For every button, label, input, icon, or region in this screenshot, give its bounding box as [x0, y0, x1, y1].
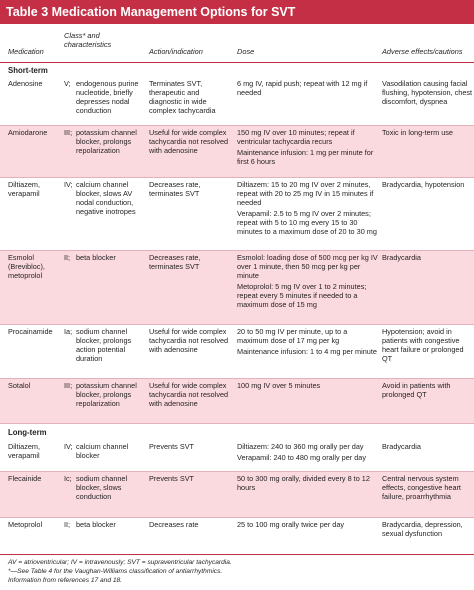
med-class	[64, 79, 146, 115]
class-desc: potassium channel blocker, prolongs repolarization	[76, 128, 137, 156]
footnote-abbreviations: AV = atrioventricular; IV = intravenously; SVT = supraventricular tachycardia.	[8, 559, 232, 566]
table-row	[0, 126, 474, 178]
dose-line: Maintenance infusion: 1 to 4 mg per minute	[237, 347, 377, 357]
class-code: IV;	[64, 442, 73, 451]
header-medication: Medication	[8, 47, 44, 56]
med-adverse: Bradycardia	[382, 253, 421, 262]
class-desc: beta blocker	[76, 253, 116, 262]
med-action: Prevents SVT	[149, 442, 195, 451]
med-action: Decreases rate, terminates SVT	[149, 180, 201, 199]
table-row	[0, 440, 474, 472]
dose-line: 50 to 300 mg orally, divided every 8 to 12 hours	[237, 474, 370, 493]
dose-line: 6 mg IV, rapid push; repeat with 12 mg if needed	[237, 79, 368, 98]
med-name: Procainamide	[8, 327, 53, 336]
med-action: Decreases rate	[149, 520, 199, 529]
med-dose	[237, 474, 379, 492]
med-action: Useful for wide complex tachycardia not resolved with adenosine	[149, 381, 229, 409]
class-desc: sodium channel blocker, prolongs action potential duration	[76, 327, 132, 364]
med-adverse: Bradycardia, depression, sexual dysfunction	[382, 520, 463, 539]
med-dose	[237, 327, 379, 356]
header-adverse: Adverse effects/cautions	[382, 47, 463, 56]
class-desc: endogenous purine nucleotide, briefly depresses nodal conduction	[76, 79, 139, 116]
med-name: Sotalol	[8, 381, 31, 390]
header-class: Class* and characteristics	[64, 31, 112, 49]
med-dose	[237, 253, 379, 310]
med-dose	[237, 79, 379, 97]
dose-line: 100 mg IV over 5 minutes	[237, 381, 321, 390]
med-dose	[237, 520, 379, 529]
dose-line: Verapamil: 2.5 to 5 mg IV over 2 minutes; repeat with 5 to 10 mg every 15 to 30 minutes to a maximum dose of 20 to 30 mg	[237, 209, 377, 237]
med-adverse: Bradycardia, hypotension	[382, 180, 465, 189]
class-code: II;	[64, 520, 71, 529]
med-adverse: Bradycardia	[382, 442, 421, 451]
med-action: Decreases rate, terminates SVT	[149, 253, 201, 272]
medication-table	[0, 24, 474, 551]
med-name: Diltiazem, verapamil	[8, 442, 41, 461]
class-code: V;	[64, 79, 71, 88]
med-action: Useful for wide complex tachycardia not resolved with adenosine	[149, 128, 229, 156]
med-action: Terminates SVT, therapeutic and diagnostic in wide complex tachycardia	[149, 79, 216, 116]
med-adverse: Vasodilation causing facial flushing, hypotension, chest discomfort, dyspnea	[382, 79, 473, 107]
footnote-references: Information from references 17 and 18.	[8, 577, 122, 584]
med-name: Flecainide	[8, 474, 42, 483]
med-name: Amiodarone	[8, 128, 48, 137]
med-name: Esmolol (Brevibloc), metoprolol	[8, 253, 45, 281]
med-adverse: Central nervous system effects, congestive heart failure, proarrhythmia	[382, 474, 461, 502]
med-dose	[237, 180, 379, 237]
class-desc: potassium channel blocker, prolongs repolarization	[76, 381, 137, 409]
class-code: IV;	[64, 180, 73, 189]
class-code: II;	[64, 253, 71, 262]
table-row	[0, 325, 474, 379]
table-row	[0, 472, 474, 518]
med-name: Diltiazem, verapamil	[8, 180, 41, 199]
table-row	[0, 251, 474, 325]
table-row	[0, 178, 474, 251]
table-row	[0, 77, 474, 126]
med-action: Prevents SVT	[149, 474, 195, 483]
med-dose	[237, 128, 379, 166]
med-class	[64, 327, 146, 363]
table-row	[0, 518, 474, 551]
dose-line: Verapamil: 240 to 480 mg orally per day	[237, 453, 366, 463]
dose-line: 25 to 100 mg orally twice per day	[237, 520, 345, 529]
med-dose	[237, 381, 379, 390]
class-desc: calcium channel blocker, slows AV nodal conduction, negative inotropes	[76, 180, 136, 217]
footnote-classification: *—See Table 4 for the Vaughan-Williams classification of antiarrhythmics.	[8, 568, 223, 575]
med-class	[64, 520, 146, 529]
med-adverse: Avoid in patients with prolonged QT	[382, 381, 451, 400]
class-code: Ic;	[64, 474, 72, 483]
med-class	[64, 474, 146, 501]
dose-line: Diltiazem: 15 to 20 mg IV over 2 minutes, repeat with 20 to 25 mg IV in 15 minutes if needed	[237, 180, 374, 208]
med-adverse: Hypotension; avoid in patients with congestive heart failure or prolonged QT	[382, 327, 464, 364]
med-name: Metoprolol	[8, 520, 43, 529]
dose-line: 20 to 50 mg IV per minute, up to a maximum dose of 17 mg per kg	[237, 327, 348, 346]
section-short-term: Short-term	[0, 63, 474, 77]
med-class	[64, 128, 146, 155]
class-desc: beta blocker	[76, 520, 116, 529]
table-title: Table 3 Medication Management Options for SVT	[0, 0, 474, 24]
table-row	[0, 379, 474, 424]
med-adverse: Toxic in long-term use	[382, 128, 453, 137]
dose-line: 150 mg IV over 10 minutes; repeat if ventricular tachycardia recurs	[237, 128, 355, 147]
class-code: Ia;	[64, 327, 73, 336]
header-dose: Dose	[237, 47, 255, 56]
class-code: III;	[64, 128, 73, 137]
table-header	[0, 24, 474, 63]
section-long-term: Long-term	[0, 424, 474, 440]
med-name: Adenosine	[8, 79, 43, 88]
table-bottom-rule	[0, 554, 474, 555]
med-class	[64, 253, 146, 262]
med-class	[64, 180, 146, 216]
med-class	[64, 381, 146, 408]
class-desc: sodium channel blocker, slows conduction	[76, 474, 128, 502]
dose-line: Metoprolol: 5 mg IV over 1 to 2 minutes; repeat every 5 minutes if needed to a maximum dose of 15 mg	[237, 282, 367, 310]
dose-line: Esmolol: loading dose of 500 mcg per kg IV over 1 minute, then 50 mcg per kg per minute	[237, 253, 378, 281]
med-class	[64, 442, 146, 460]
med-action: Useful for wide complex tachycardia not resolved with adenosine	[149, 327, 229, 355]
med-dose	[237, 442, 379, 462]
footnotes	[8, 558, 468, 585]
class-desc: calcium channel blocker	[76, 442, 129, 461]
dose-line: Maintenance infusion: 1 mg per minute for first 6 hours	[237, 148, 374, 167]
dose-line: Diltiazem: 240 to 360 mg orally per day	[237, 442, 364, 451]
class-code: III;	[64, 381, 73, 390]
header-action: Action/indication	[149, 47, 203, 56]
